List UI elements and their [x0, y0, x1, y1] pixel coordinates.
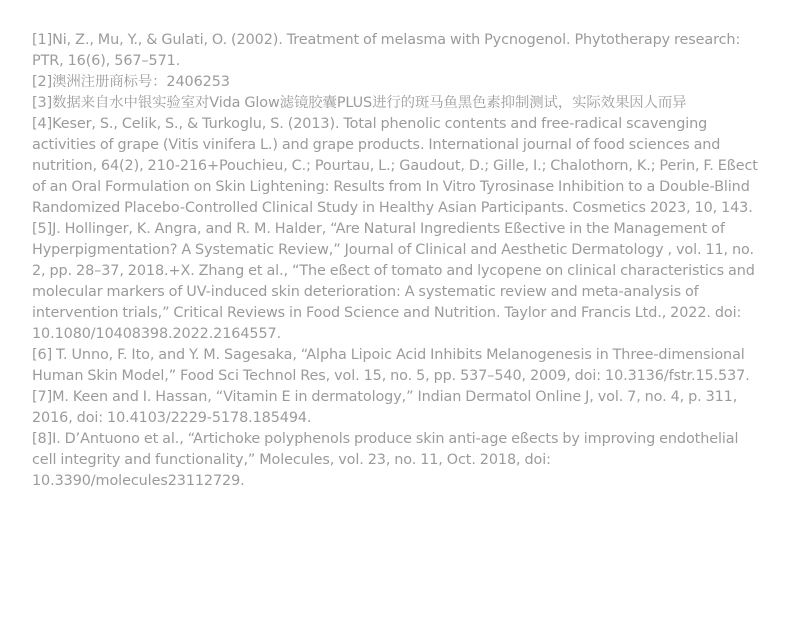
reference-7: [7]M. Keen and I. Hassan, “Vitamin E in dermatology,” Indian Dermatol Online J, vol. 7, no. 4, p. 311, 2016, doi: 10.4103/2229-5178.185494. [32, 389, 738, 426]
reference-4: [4]Keser, S., Celik, S., & Turkoglu, S. (2013). Total phenolic contents and free-radical scavenging activities of grape (Vitis vinifera L.) and grape products. International journal of food sciences and nutrition, 64(2), 210-216+Pouchieu, C.; Pourtau, L.; Gaudout, D.; Gille, I.; Chalothorn, K.; Perin, F. Eßect of an Oral Formulation on Skin Lightening: Results from In Vitro Tyrosinase Inhibition to a Double-Blind Randomized Placebo-Controlled Clinical Study in Healthy Asian Participants. Cosmetics 2023, 10, 143. [32, 116, 758, 216]
reference-5: [5]J. Hollinger, K. Angra, and R. M. Halder, “Are Natural Ingredients Eßective in the Management of Hyperpigmentation? A Systematic Review,” Journal of Clinical and Aesthetic Dermatology , vol. 11, no. 2, pp. 28–37, 2018.+X. Zhang et al., “The eßect of tomato and lycopene on clinical characteristics and molecular markers of UV-induced skin deterioration: A systematic review and meta-analysis of intervention trials,” Critical Reviews in Food Science and Nutrition. Taylor and Francis Ltd., 2022. doi: 10.1080/10408398.2022.2164557. [32, 221, 755, 342]
reference-1: [1]Ni, Z., Mu, Y., & Gulati, O. (2002). Treatment of melasma with Pycnogenol. Phytotherapy research: PTR, 16(6), 567–571. [32, 32, 741, 69]
reference-6: [6] T. Unno, F. Ito, and Y. M. Sagesaka, “Alpha Lipoic Acid Inhibits Melanogenesis in Three-dimensional Human Skin Model,” Food Sci Technol Res, vol. 15, no. 5, pp. 537–540, 2009, doi: 10.3136/fstr.15.537. [32, 347, 750, 384]
reference-2: [2]澳洲注册商标号：2406253 [32, 74, 230, 90]
reference-8: [8]I. D’Antuono et al., “Artichoke polyphenols produce skin anti-age eßects by improving endothelial cell integrity and functionality,” Molecules, vol. 23, no. 11, Oct. 2018, doi: 10.3390/molecules23112729. [32, 431, 739, 489]
reference-list [32, 30, 762, 492]
reference-3: [3]数据来自水中银实验室对Vida Glow滤镜胶囊PLUS进行的斑马鱼黑色素抑制测试，实际效果因人而异 [32, 95, 687, 111]
